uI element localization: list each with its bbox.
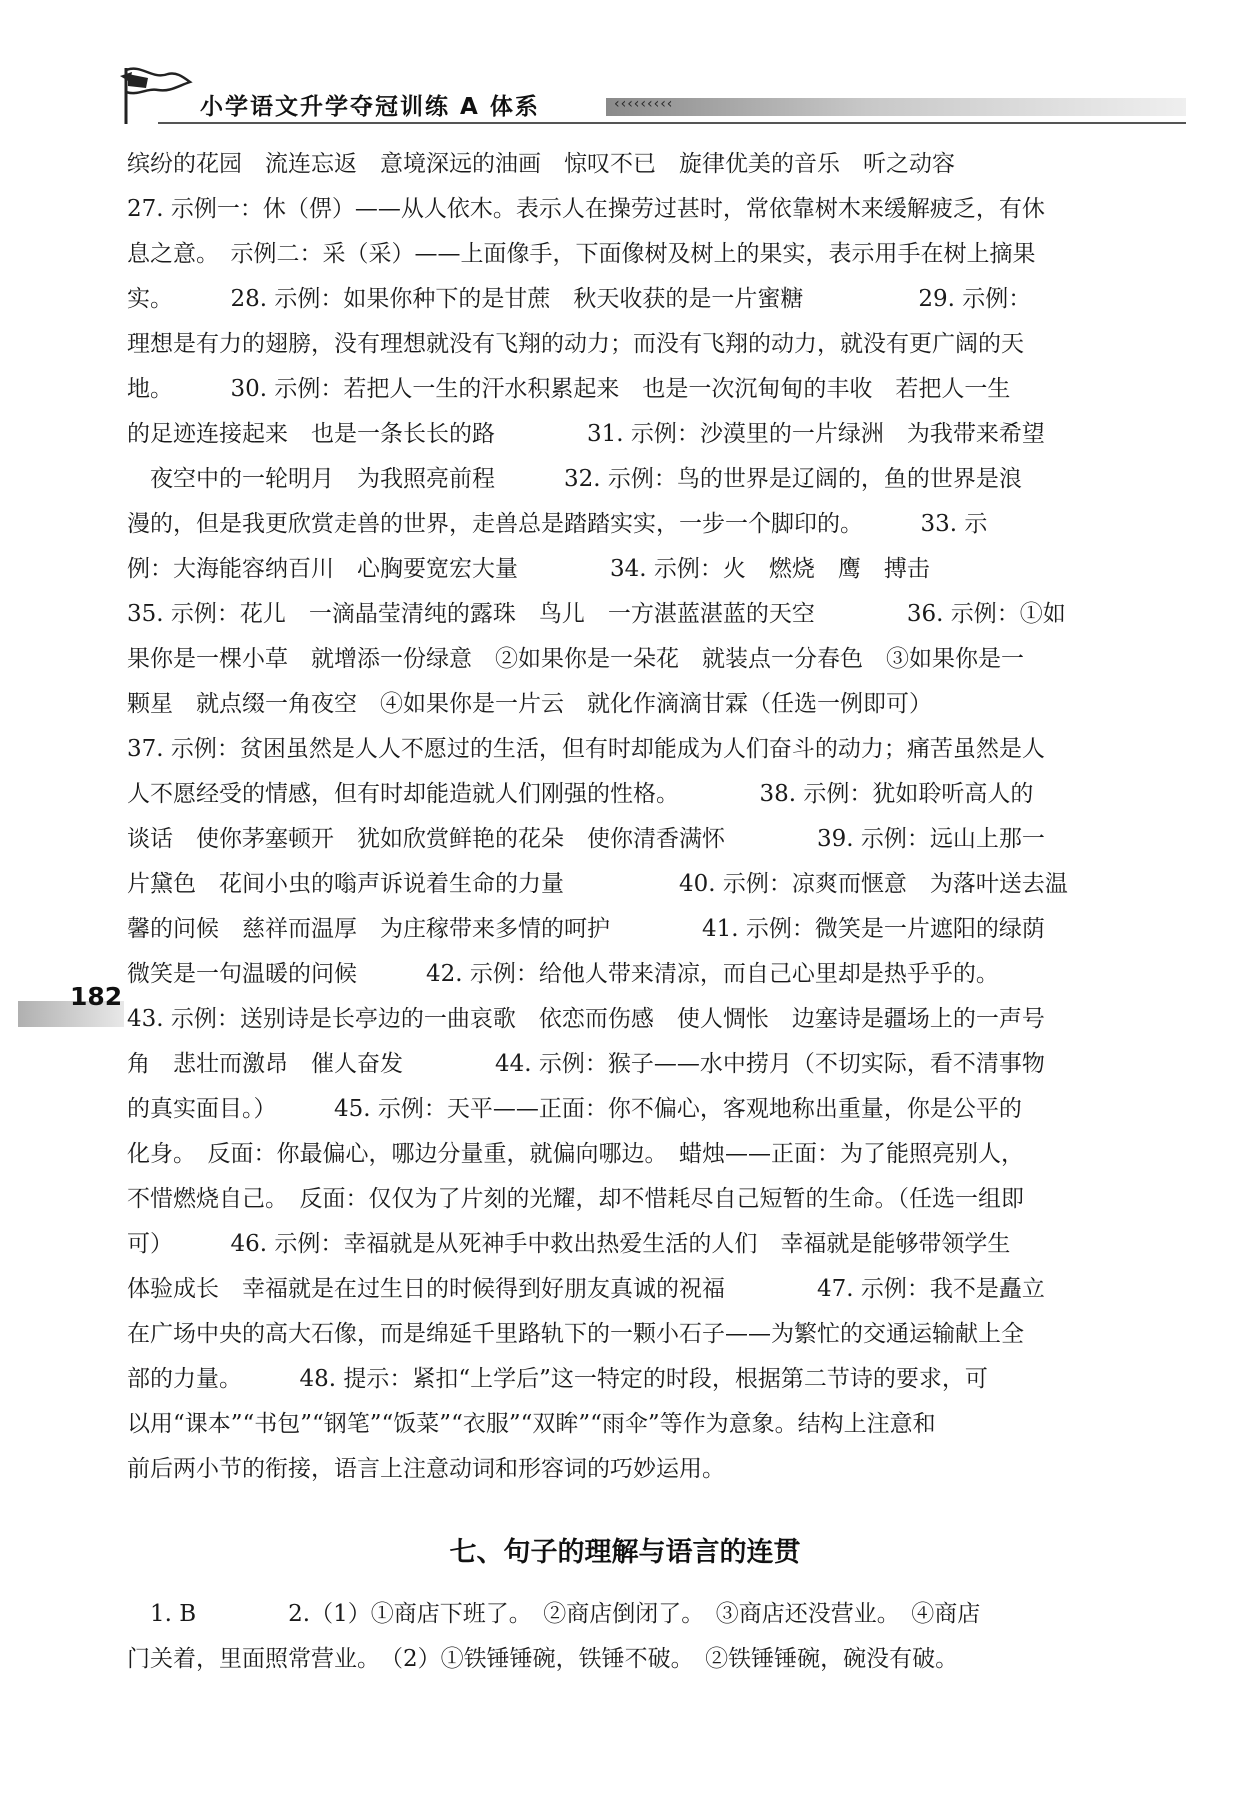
text-line: 漫的，但是我更欣赏走兽的世界，走兽总是踏踏实实，一步一个脚印的。 33. 示	[127, 511, 988, 537]
text-line: 人不愿经受的情感，但有时却能造就人们刚强的性格。 38. 示例：犹如聆听高人的	[127, 781, 1034, 807]
text-line: 在广场中央的高大石像，而是绵延千里路轨下的一颗小石子——为繁忙的交通运输献上全	[127, 1321, 1024, 1347]
text-line: 27. 示例一：休（㑭）——从人依木。表示人在操劳过甚时，常依靠树木来缓解疲乏，有休	[127, 196, 1045, 222]
text-line: 体验成长 幸福就是在过生日的时候得到好朋友真诚的祝福 47. 示例：我不是矗立	[127, 1276, 1045, 1302]
text-line: 前后两小节的衔接，语言上注意动词和形容词的巧妙运用。	[127, 1456, 725, 1482]
text-line: 谈话 使你茅塞顿开 犹如欣赏鲜艳的花朵 使你清香满怀 39. 示例：远山上那一	[127, 826, 1045, 852]
text-line: 果你是一棵小草 就增添一份绿意 ②如果你是一朵花 就装点一分春色 ③如果你是一	[127, 646, 1024, 672]
text-line: 理想是有力的翅膀，没有理想就没有飞翔的动力；而没有飞翔的动力，就没有更广阔的天	[127, 331, 1024, 357]
header-dots: ‹‹‹‹‹‹‹‹‹	[614, 96, 674, 112]
text-line: 43. 示例：送别诗是长亭边的一曲哀歌 依恋而伤感 使人惆怅 边塞诗是疆场上的一声号	[127, 1006, 1045, 1032]
header-rule	[158, 122, 1186, 124]
section-answers	[127, 1592, 1169, 1682]
text-line: 以用“课本”“书包”“钢笔”“饭菜”“衣服”“双眸”“雨伞”等作为意象。结构上注意和	[127, 1411, 936, 1437]
text-line: 可） 46. 示例：幸福就是从死神手中救出热爱生活的人们 幸福就是能够带领学生	[127, 1231, 1011, 1257]
text-line: 的足迹连接起来 也是一条长长的路 31. 示例：沙漠里的一片绿洲 为我带来希望	[127, 421, 1045, 447]
text-line: 的真实面目。） 45. 示例：天平——正面：你不偏心，客观地称出重量，你是公平的	[127, 1096, 1022, 1122]
text-line: 缤纷的花园 流连忘返 意境深远的油画 惊叹不已 旋律优美的音乐 听之动容	[127, 151, 955, 177]
text-line: 角 悲壮而激昂 催人奋发 44. 示例：猴子——水中捞月（不切实际，看不清事物	[127, 1051, 1045, 1077]
text-line: 颗星 就点缀一角夜空 ④如果你是一片云 就化作滴滴甘霖（任选一例即可）	[127, 691, 932, 717]
header-bar	[606, 98, 1186, 116]
text-line: 35. 示例：花儿 一滴晶莹清纯的露珠 鸟儿 一方湛蓝湛蓝的天空 36. 示例：①如	[127, 601, 1066, 627]
text-line: 片黛色 花间小虫的嗡声诉说着生命的力量 40. 示例：凉爽而惬意 为落叶送去温	[127, 871, 1068, 897]
text-line: 部的力量。 48. 提示：紧扣“上学后”这一特定的时段，根据第二节诗的要求，可	[127, 1366, 988, 1392]
text-line: 息之意。 示例二：采（采）——上面像手，下面像树及树上的果实，表示用手在树上摘果	[127, 241, 1036, 267]
text-line: 夜空中的一轮明月 为我照亮前程 32. 示例：鸟的世界是辽阔的，鱼的世界是浪	[127, 466, 1022, 492]
text-line: 37. 示例：贫困虽然是人人不愿过的生活，但有时却能成为人们奋斗的动力；痛苦虽然是人	[127, 736, 1045, 762]
text-line: 地。 30. 示例：若把人一生的汗水积累起来 也是一次沉甸甸的丰收 若把人一生	[127, 376, 1011, 402]
text-line: 微笑是一句温暖的问候 42. 示例：给他人带来清凉，而自己心里却是热乎乎的。	[127, 961, 999, 987]
text-line: 门关着，里面照常营业。 （2）①铁锤锤碗，铁锤不破。 ②铁锤锤碗，碗没有破。	[127, 1646, 959, 1672]
section-title: 七、句子的理解与语言的连贯	[449, 1537, 801, 1568]
text-line: 例：大海能容纳百川 心胸要宽宏大量 34. 示例：火 燃烧 鹰 搏击	[127, 556, 930, 582]
page-header	[118, 62, 1168, 128]
flag-icon	[118, 62, 198, 128]
text-line: 馨的问候 慈祥而温厚 为庄稼带来多情的呵护 41. 示例：微笑是一片遮阳的绿荫	[127, 916, 1045, 942]
text-line: 化身。 反面：你最偏心，哪边分量重，就偏向哪边。 蜡烛——正面：为了能照亮别人，	[127, 1141, 1024, 1167]
header-title: 小学语文升学夺冠训练 A 体系	[200, 94, 540, 120]
page-number: 182	[70, 982, 123, 1011]
text-line: 1. B 2.（1）①商店下班了。 ②商店倒闭了。 ③商店还没营业。 ④商店	[127, 1601, 981, 1627]
text-line: 实。 28. 示例：如果你种下的是甘蔗 秋天收获的是一片蜜糖 29. 示例：	[127, 286, 1032, 312]
answer-text	[127, 142, 1169, 1492]
text-line: 不惜燃烧自己。 反面：仅仅为了片刻的光耀，却不惜耗尽自己短暂的生命。（任选一组即	[127, 1186, 1024, 1212]
